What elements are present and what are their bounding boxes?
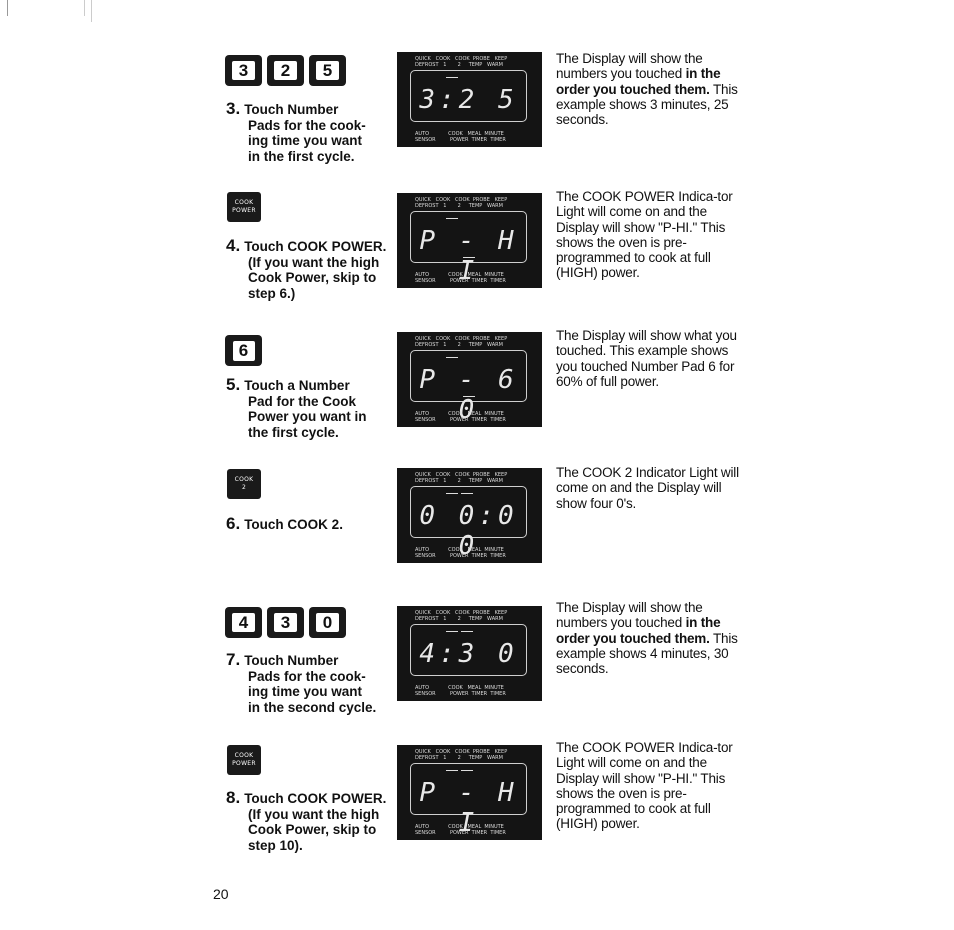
step-instruction bbox=[226, 652, 396, 715]
number-pad-label: 2 bbox=[274, 61, 297, 80]
number-pad-label: 4 bbox=[232, 613, 255, 632]
cook-power-key[interactable] bbox=[227, 745, 261, 775]
instruction-line: Touch COOK POWER. bbox=[244, 239, 387, 254]
number-pad-0[interactable] bbox=[309, 607, 346, 638]
display-digits: P - 6 0 bbox=[419, 365, 518, 425]
crop-mark bbox=[91, 0, 92, 22]
step-number: 3. bbox=[226, 99, 241, 118]
display-screen bbox=[410, 70, 527, 122]
display-top-labels: QUICK COOK COOK PROBE KEEP DEFROST 1 2 TEMP WARM bbox=[415, 336, 508, 348]
crop-mark bbox=[84, 0, 85, 16]
display-top-labels: QUICK COOK COOK PROBE KEEP DEFROST 1 2 TEMP WARM bbox=[415, 610, 508, 622]
step-description: The Display will show the numbers you touched in the order you touched them. This example shows 4 minutes, 30 seconds. bbox=[556, 600, 738, 677]
step-description: The COOK 2 Indicator Light will come on and the Display will show four 0's. bbox=[556, 465, 739, 511]
indicator-light bbox=[446, 770, 458, 771]
instruction-line: Touch Number bbox=[244, 653, 339, 668]
step-number: 7. bbox=[226, 650, 241, 669]
number-pad-label: 6 bbox=[233, 341, 255, 361]
instruction-line: step 10). bbox=[248, 837, 303, 853]
step-number: 8. bbox=[226, 788, 241, 807]
indicator-light bbox=[461, 631, 473, 632]
instruction-line: Touch Number bbox=[244, 102, 339, 117]
key-label: COOK bbox=[234, 752, 254, 759]
indicator-light bbox=[446, 493, 458, 494]
instruction-line: ing time you want bbox=[248, 684, 363, 699]
number-pad-label: 5 bbox=[316, 61, 339, 80]
instruction-line: step 6.) bbox=[248, 285, 296, 301]
page-number: 20 bbox=[213, 886, 229, 902]
key-label: COOK bbox=[234, 476, 254, 483]
display-digits: 3:2 5 bbox=[419, 85, 518, 115]
step-instruction bbox=[226, 377, 396, 440]
display-digits: 0 0:0 0 bbox=[419, 501, 518, 561]
number-pad-label: 0 bbox=[316, 613, 339, 632]
step-description: The Display will show what you touched. This example shows you touched Number Pad 6 for 60% of full power. bbox=[556, 328, 737, 389]
display-top-labels: QUICK COOK COOK PROBE KEEP DEFROST 1 2 TEMP WARM bbox=[415, 749, 508, 761]
indicator-light bbox=[446, 218, 458, 219]
display-digits: P - H I bbox=[419, 778, 518, 838]
display-digits: P - H I bbox=[419, 226, 518, 286]
indicator-light bbox=[446, 357, 458, 358]
instruction-line: Power you want in bbox=[248, 409, 367, 424]
oven-display bbox=[397, 468, 542, 563]
display-screen bbox=[410, 624, 527, 676]
step-instruction bbox=[226, 516, 396, 533]
key-label: POWER bbox=[232, 760, 256, 767]
number-pad-6[interactable] bbox=[225, 335, 262, 366]
oven-display bbox=[397, 745, 542, 840]
instruction-line: Pad for the Cook bbox=[248, 393, 357, 409]
instruction-line: Pads for the cook- bbox=[248, 117, 366, 133]
step-number: 5. bbox=[226, 375, 241, 394]
display-bottom-labels: AUTO COOK MEAL MINUTE SENSOR POWER TIMER TIMER bbox=[415, 685, 506, 697]
step-number: 4. bbox=[226, 236, 241, 255]
oven-display bbox=[397, 332, 542, 427]
step-instruction bbox=[226, 238, 396, 301]
oven-display bbox=[397, 193, 542, 288]
number-pad-2[interactable] bbox=[267, 55, 304, 86]
display-bottom-labels: AUTO COOK MEAL MINUTE SENSOR POWER TIMER TIMER bbox=[415, 272, 506, 284]
instruction-line: Pads for the cook- bbox=[248, 668, 366, 684]
number-pad-label: 3 bbox=[274, 613, 297, 632]
number-pads bbox=[225, 607, 346, 638]
step-description: The COOK POWER Indica-tor Light will come on and the Display will show "P-HI." This shows the oven is pre-programmed to cook at full (HIGH) power. bbox=[556, 189, 733, 281]
display-bottom-labels: AUTO COOK MEAL MINUTE SENSOR POWER TIMER TIMER bbox=[415, 547, 506, 559]
instruction-line: in the second cycle. bbox=[248, 699, 377, 715]
step-instruction bbox=[226, 790, 396, 853]
instruction-line: Touch COOK POWER. bbox=[244, 791, 387, 806]
instruction-line: ing time you want bbox=[248, 133, 363, 148]
display-top-labels: QUICK COOK COOK PROBE KEEP DEFROST 1 2 TEMP WARM bbox=[415, 472, 508, 484]
cook-power-key[interactable] bbox=[227, 192, 261, 222]
step-instruction bbox=[226, 101, 396, 164]
display-top-labels: QUICK COOK COOK PROBE KEEP DEFROST 1 2 TEMP WARM bbox=[415, 197, 508, 209]
indicator-light bbox=[446, 77, 458, 78]
display-bottom-labels: AUTO COOK MEAL MINUTE SENSOR POWER TIMER TIMER bbox=[415, 824, 506, 836]
number-pad-label: 3 bbox=[232, 61, 255, 80]
number-pads bbox=[225, 335, 262, 366]
display-digits: 4:3 0 bbox=[419, 639, 518, 669]
instruction-line: Touch COOK 2. bbox=[244, 517, 343, 532]
oven-display bbox=[397, 52, 542, 147]
key-label: COOK bbox=[234, 199, 254, 206]
crop-mark bbox=[7, 0, 8, 16]
oven-display bbox=[397, 606, 542, 701]
instruction-line: the first cycle. bbox=[248, 424, 339, 440]
step-number: 6. bbox=[226, 514, 241, 533]
indicator-light bbox=[446, 631, 458, 632]
number-pad-4[interactable] bbox=[225, 607, 262, 638]
step-description: The COOK POWER Indica-tor Light will come on and the Display will show "P-HI." This shows the oven is pre-programmed to cook at full (HIGH) power. bbox=[556, 740, 733, 832]
instruction-line: (If you want the high bbox=[248, 254, 380, 270]
step-description: The Display will show the numbers you touched in the order you touched them. This example shows 3 minutes, 25 seconds. bbox=[556, 51, 738, 128]
indicator-light bbox=[461, 493, 473, 494]
instruction-line: Cook Power, skip to bbox=[248, 822, 377, 837]
cook-2-key[interactable] bbox=[227, 469, 261, 499]
instruction-line: Touch a Number bbox=[244, 378, 350, 393]
instruction-line: (If you want the high bbox=[248, 806, 380, 822]
instruction-line: in the first cycle. bbox=[248, 148, 355, 164]
display-bottom-labels: AUTO COOK MEAL MINUTE SENSOR POWER TIMER TIMER bbox=[415, 411, 506, 423]
number-pads bbox=[225, 55, 346, 86]
key-label: 2 bbox=[241, 484, 247, 491]
number-pad-3[interactable] bbox=[267, 607, 304, 638]
indicator-light bbox=[461, 770, 473, 771]
key-label: POWER bbox=[232, 207, 256, 214]
display-bottom-labels: AUTO COOK MEAL MINUTE SENSOR POWER TIMER TIMER bbox=[415, 131, 506, 143]
number-pad-3[interactable] bbox=[225, 55, 262, 86]
instruction-line: Cook Power, skip to bbox=[248, 270, 377, 285]
display-top-labels: QUICK COOK COOK PROBE KEEP DEFROST 1 2 TEMP WARM bbox=[415, 56, 508, 68]
number-pad-5[interactable] bbox=[309, 55, 346, 86]
